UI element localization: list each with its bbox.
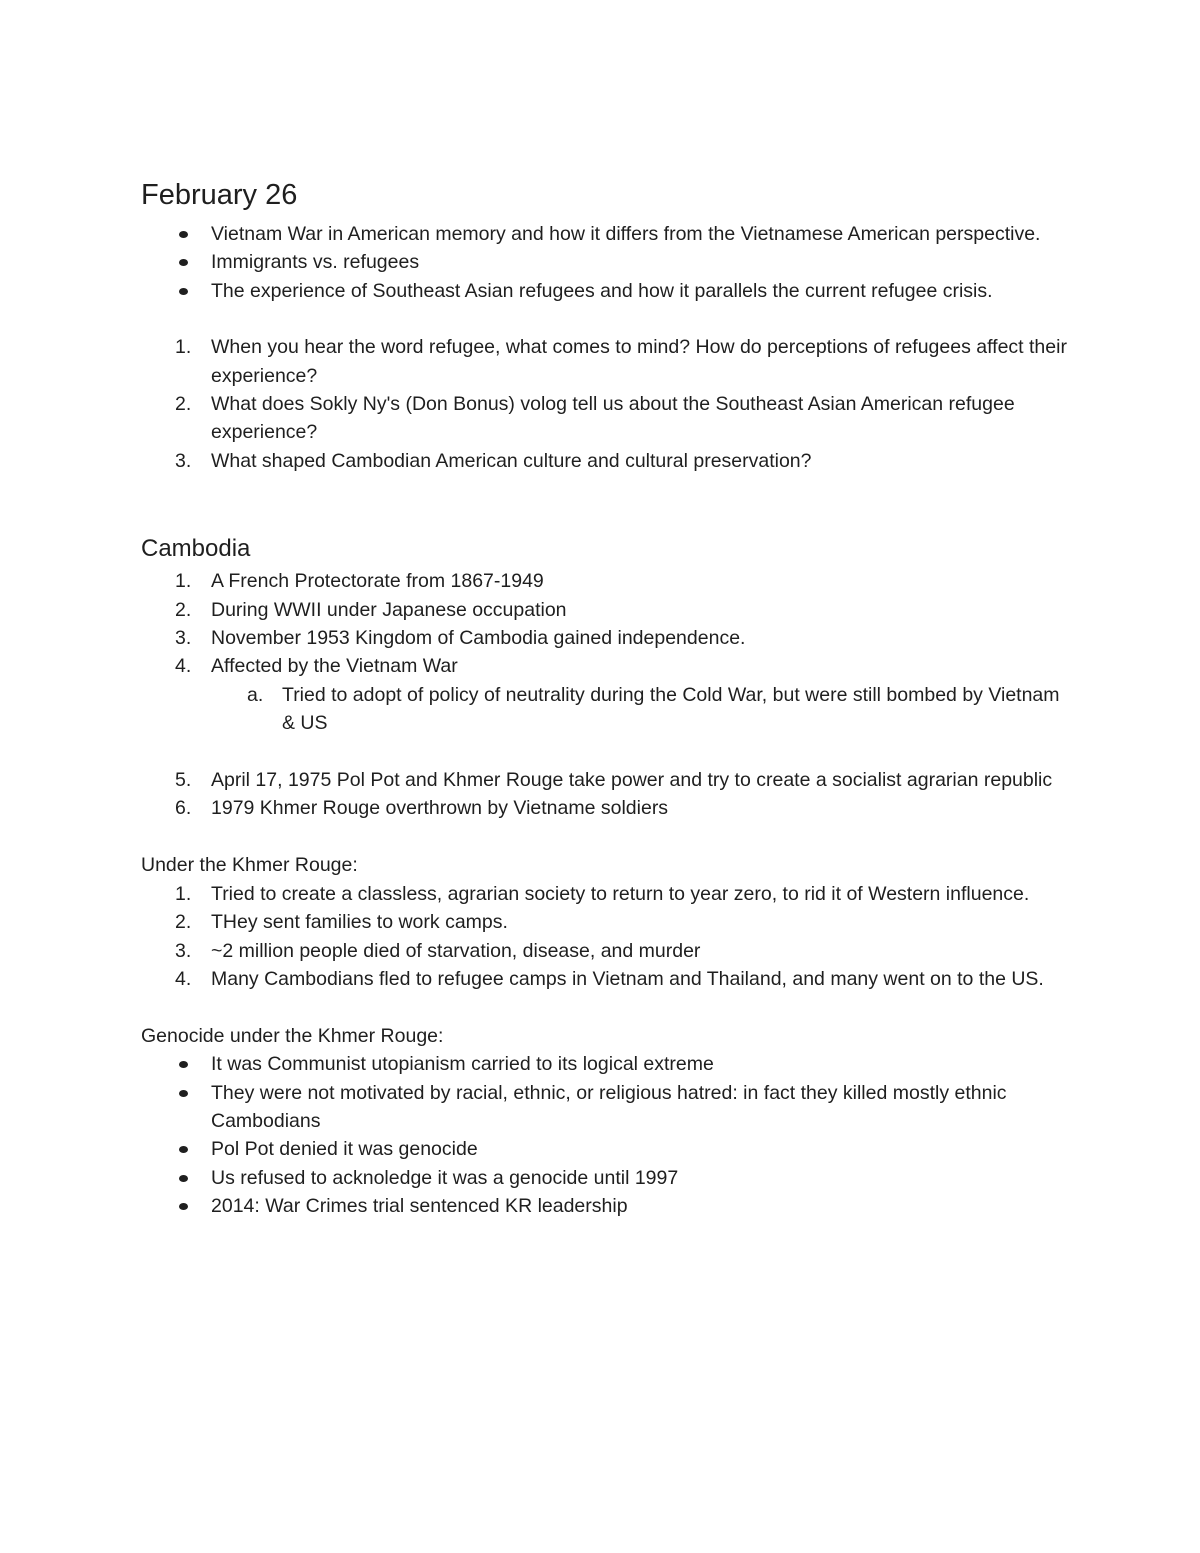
list-subitem bbox=[141, 681, 1071, 738]
spacer bbox=[141, 738, 1071, 766]
list-item bbox=[141, 908, 1071, 936]
bullet-icon bbox=[179, 1146, 188, 1153]
list-number: 5. bbox=[175, 769, 192, 792]
list-item bbox=[141, 766, 1071, 794]
bullet-icon bbox=[179, 231, 188, 238]
list-item-text: Many Cambodians fled to refugee camps in Vietnam and Thailand, and many went on to the US. bbox=[211, 967, 1044, 990]
list-number: 3. bbox=[175, 449, 192, 472]
bullet-icon bbox=[179, 259, 188, 266]
list-item-text: They were not motivated by racial, ethnic, or religious hatred: in fact they killed mostly ethnic Cambodians bbox=[211, 1081, 1007, 1132]
list-item-text: Pol Pot denied it was genocide bbox=[211, 1138, 478, 1161]
list-item bbox=[141, 277, 1071, 305]
list-item-text: A French Protectorate from 1867-1949 bbox=[211, 570, 544, 593]
list-number: 4. bbox=[175, 655, 192, 678]
list-number: 3. bbox=[175, 627, 192, 650]
cambodia-list-continued bbox=[141, 766, 1071, 823]
bullet-icon bbox=[179, 1203, 188, 1210]
list-item bbox=[141, 1050, 1071, 1078]
list-item-text: April 17, 1975 Pol Pot and Khmer Rouge take power and try to create a socialist agrarian republic bbox=[211, 769, 1053, 792]
khmer-label: Under the Khmer Rouge: bbox=[141, 854, 358, 877]
list-item-text: During WWII under Japanese occupation bbox=[211, 598, 567, 621]
list-item-text: November 1953 Kingdom of Cambodia gained independence. bbox=[211, 627, 746, 650]
list-item bbox=[141, 1164, 1071, 1192]
list-item-text: What does Sokly Ny's (Don Bonus) volog tell us about the Southeast Asian American refugee experience? bbox=[211, 393, 1015, 444]
bullet-icon bbox=[179, 1175, 188, 1182]
khmer-list bbox=[141, 880, 1071, 994]
list-item-text: Tried to adopt of policy of neutrality during the Cold War, but were still bombed by Vietnam & US bbox=[282, 683, 1060, 735]
document-body bbox=[141, 176, 1071, 1221]
list-item-text: When you hear the word refugee, what comes to mind? How do perceptions of refugees affect their experience? bbox=[211, 336, 1067, 387]
genocide-bullet-list bbox=[141, 1050, 1071, 1220]
list-number: 6. bbox=[175, 797, 192, 820]
list-letter: a. bbox=[247, 683, 264, 706]
list-item bbox=[141, 596, 1071, 624]
list-item-text: The experience of Southeast Asian refugees and how it parallels the current refugee crisis. bbox=[211, 279, 993, 302]
list-number: 4. bbox=[175, 967, 192, 990]
spacer bbox=[141, 305, 1071, 333]
list-item bbox=[141, 1192, 1071, 1220]
list-item bbox=[141, 248, 1071, 276]
list-item bbox=[141, 333, 1071, 390]
list-number: 1. bbox=[175, 336, 192, 359]
list-item bbox=[141, 390, 1071, 447]
spacer bbox=[141, 993, 1071, 1021]
spacer bbox=[141, 823, 1071, 851]
genocide-label: Genocide under the Khmer Rouge: bbox=[141, 1024, 444, 1047]
list-number: 2. bbox=[175, 393, 192, 416]
list-item bbox=[141, 1079, 1071, 1136]
list-item bbox=[141, 567, 1071, 595]
list-number: 1. bbox=[175, 570, 192, 593]
spacer bbox=[141, 475, 1071, 533]
list-number: 2. bbox=[175, 911, 192, 934]
bullet-icon bbox=[179, 1090, 188, 1097]
list-item-text: What shaped Cambodian American culture and cultural preservation? bbox=[211, 449, 812, 472]
list-item bbox=[141, 624, 1071, 652]
list-item bbox=[141, 447, 1071, 475]
list-item bbox=[141, 1135, 1071, 1163]
section-heading-cambodia: Cambodia bbox=[141, 535, 251, 563]
date-heading: February 26 bbox=[141, 179, 298, 211]
list-item-text: 2014: War Crimes trial sentenced KR leadership bbox=[211, 1195, 628, 1218]
list-item-text: Immigrants vs. refugees bbox=[211, 251, 420, 274]
list-number: 1. bbox=[175, 882, 192, 905]
list-item bbox=[141, 794, 1071, 822]
list-item bbox=[141, 652, 1071, 680]
list-item-text: Tried to create a classless, agrarian society to return to year zero, to rid it of Western influence. bbox=[211, 882, 1030, 905]
list-item-text: Affected by the Vietnam War bbox=[211, 655, 458, 678]
intro-bullet-list bbox=[141, 220, 1071, 305]
bullet-icon bbox=[179, 1061, 188, 1068]
question-list bbox=[141, 333, 1071, 475]
list-number: 2. bbox=[175, 598, 192, 621]
list-item bbox=[141, 220, 1071, 248]
list-item bbox=[141, 880, 1071, 908]
list-item-text: THey sent families to work camps. bbox=[211, 911, 508, 934]
list-item bbox=[141, 965, 1071, 993]
list-item bbox=[141, 937, 1071, 965]
list-number: 3. bbox=[175, 939, 192, 962]
list-item-text: ~2 million people died of starvation, disease, and murder bbox=[211, 939, 701, 962]
list-item-text: It was Communist utopianism carried to its logical extreme bbox=[211, 1053, 714, 1076]
list-item-text: 1979 Khmer Rouge overthrown by Vietname soldiers bbox=[211, 797, 669, 820]
list-item-text: Vietnam War in American memory and how it differs from the Vietnamese American perspective. bbox=[211, 223, 1041, 245]
cambodia-list bbox=[141, 567, 1071, 737]
bullet-icon bbox=[179, 288, 188, 295]
list-item-text: Us refused to acknoledge it was a genocide until 1997 bbox=[211, 1166, 679, 1189]
